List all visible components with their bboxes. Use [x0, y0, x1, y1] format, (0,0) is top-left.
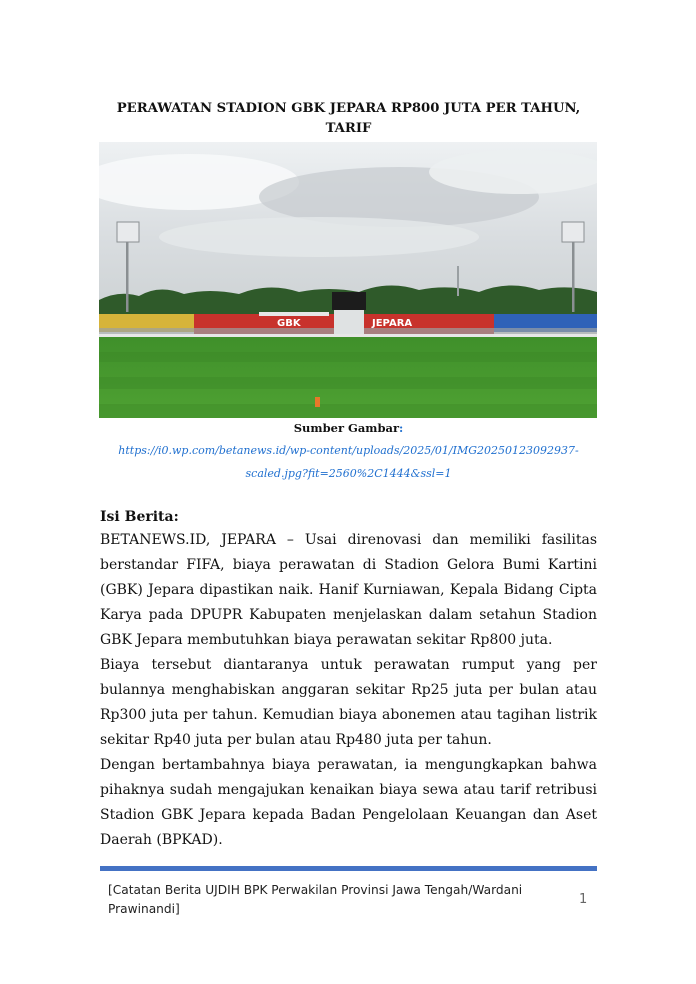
paragraph: Dengan bertambahnya biaya perawatan, ia mengungkapkan bahwa pihaknya sudah mengajukan kenaikan biaya sewa atau tarif retribusi Stadion GBK Jepara kepada Badan Pengelolaan Keuangan dan Aset Daerah (BPKAD).	[100, 757, 597, 848]
article-title-line-1: PERAWATAN STADION GBK JEPARA RP800 JUTA PER TAHUN, TARIF	[116, 101, 581, 136]
section-title: Isi Berita:	[100, 509, 179, 525]
image-caption	[100, 420, 597, 436]
source-link[interactable]: https://i0.wp.com/betanews.id/wp-content/uploads/2025/01/IMG20250123092937-scaled.jpg?fit=2560%2C1444&ssl=1	[118, 444, 579, 480]
paragraph: BETANEWS.ID, JEPARA – Usai direnovasi dan memiliki fasilitas berstandar FIFA, biaya perawatan di Stadion Gelora Bumi Kartini (GBK) Jepara dipastikan naik. Hanif Kurniawan, Kepala Bidang Cipta Karya pada DPUPR Kabupaten menjelaskan dalam setahun Stadion GBK Jepara membutuhkan biaya perawatan sekitar Rp800 juta.	[100, 532, 597, 648]
stadium-photo	[99, 142, 597, 418]
footer-note: [Catatan Berita UJDIH BPK Perwakilan Provinsi Jawa Tengah/Wardani Prawinandi]	[108, 883, 523, 916]
paragraph: Biaya tersebut diantaranya untuk perawatan rumput yang per bulannya menghabiskan anggaran sekitar Rp25 juta per bulan atau Rp300 juta per tahun. Kemudian biaya abonemen atau tagihan listrik sekitar Rp40 juta per bulan atau Rp480 juta per tahun.	[100, 657, 597, 748]
caption-label: Sumber Gambar	[293, 421, 399, 435]
stand-lettering-jepara: JEPARA	[372, 318, 413, 329]
caption-colon: :	[399, 421, 404, 435]
stand-lettering-gbk: GBK	[277, 318, 301, 329]
article-body	[100, 528, 597, 853]
page-number: 1	[579, 892, 588, 907]
footer-divider	[100, 866, 597, 871]
